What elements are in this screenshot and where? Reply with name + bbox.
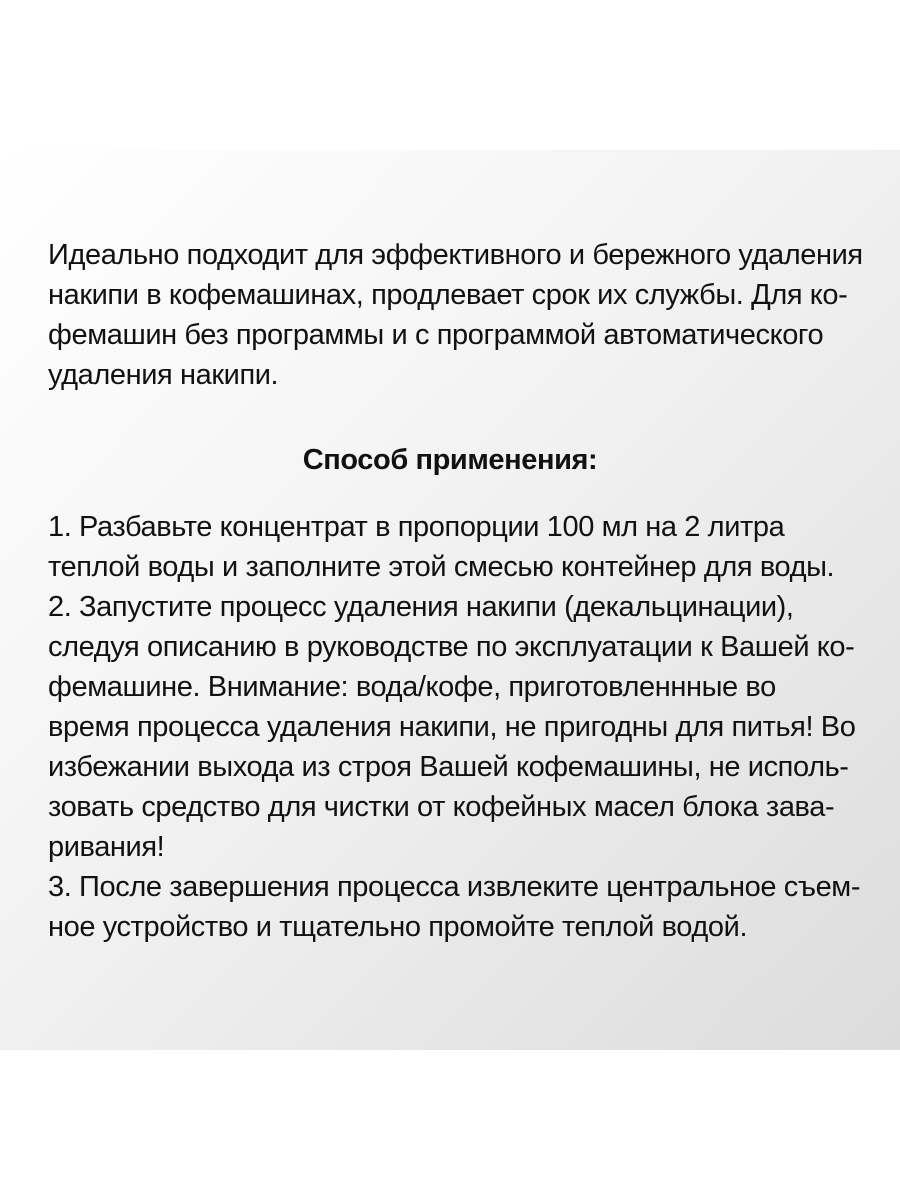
step-line: время процесса удаления накипи, не пригодны для питья! Во: [48, 711, 856, 743]
steps-list: [48, 507, 861, 947]
step-3: [48, 867, 861, 947]
intro-line: удаления накипи.: [48, 359, 279, 391]
step-line: избежании выхода из строя Вашей кофемашины, не исполь-: [48, 751, 849, 783]
section-heading: Способ применения:: [302, 444, 598, 476]
step-line: ривания!: [48, 831, 165, 863]
step-line: 2. Запустите процесс удаления накипи (декальцинации),: [48, 591, 794, 623]
step-line: ное устройство и тщательно промойте теплой водой.: [48, 911, 748, 943]
intro-line: Идеально подходит для эффективного и бережного удаления: [48, 239, 863, 271]
step-line: следуя описанию в руководстве по эксплуатации к Вашей ко-: [48, 631, 855, 663]
step-line: теплой воды и заполните этой смесью контейнер для воды.: [48, 551, 835, 583]
intro-line: фемашин без программы и с программой автоматического: [48, 319, 824, 351]
step-line: зовать средство для чистки от кофейных масел блока зава-: [48, 791, 835, 823]
step-1: [48, 507, 854, 587]
step-line: 1. Разбавьте концентрат в пропорции 100 мл на 2 литра: [48, 511, 785, 543]
step-2: [48, 587, 854, 867]
intro-paragraph: [48, 235, 863, 395]
step-line: 3. После завершения процесса извлеките центральное съем-: [48, 871, 861, 903]
intro-line: накипи в кофемашинах, продлевает срок их службы. Для ко-: [48, 279, 848, 311]
step-line: фемашине. Внимание: вода/кофе, приготовленнные во: [48, 671, 776, 703]
